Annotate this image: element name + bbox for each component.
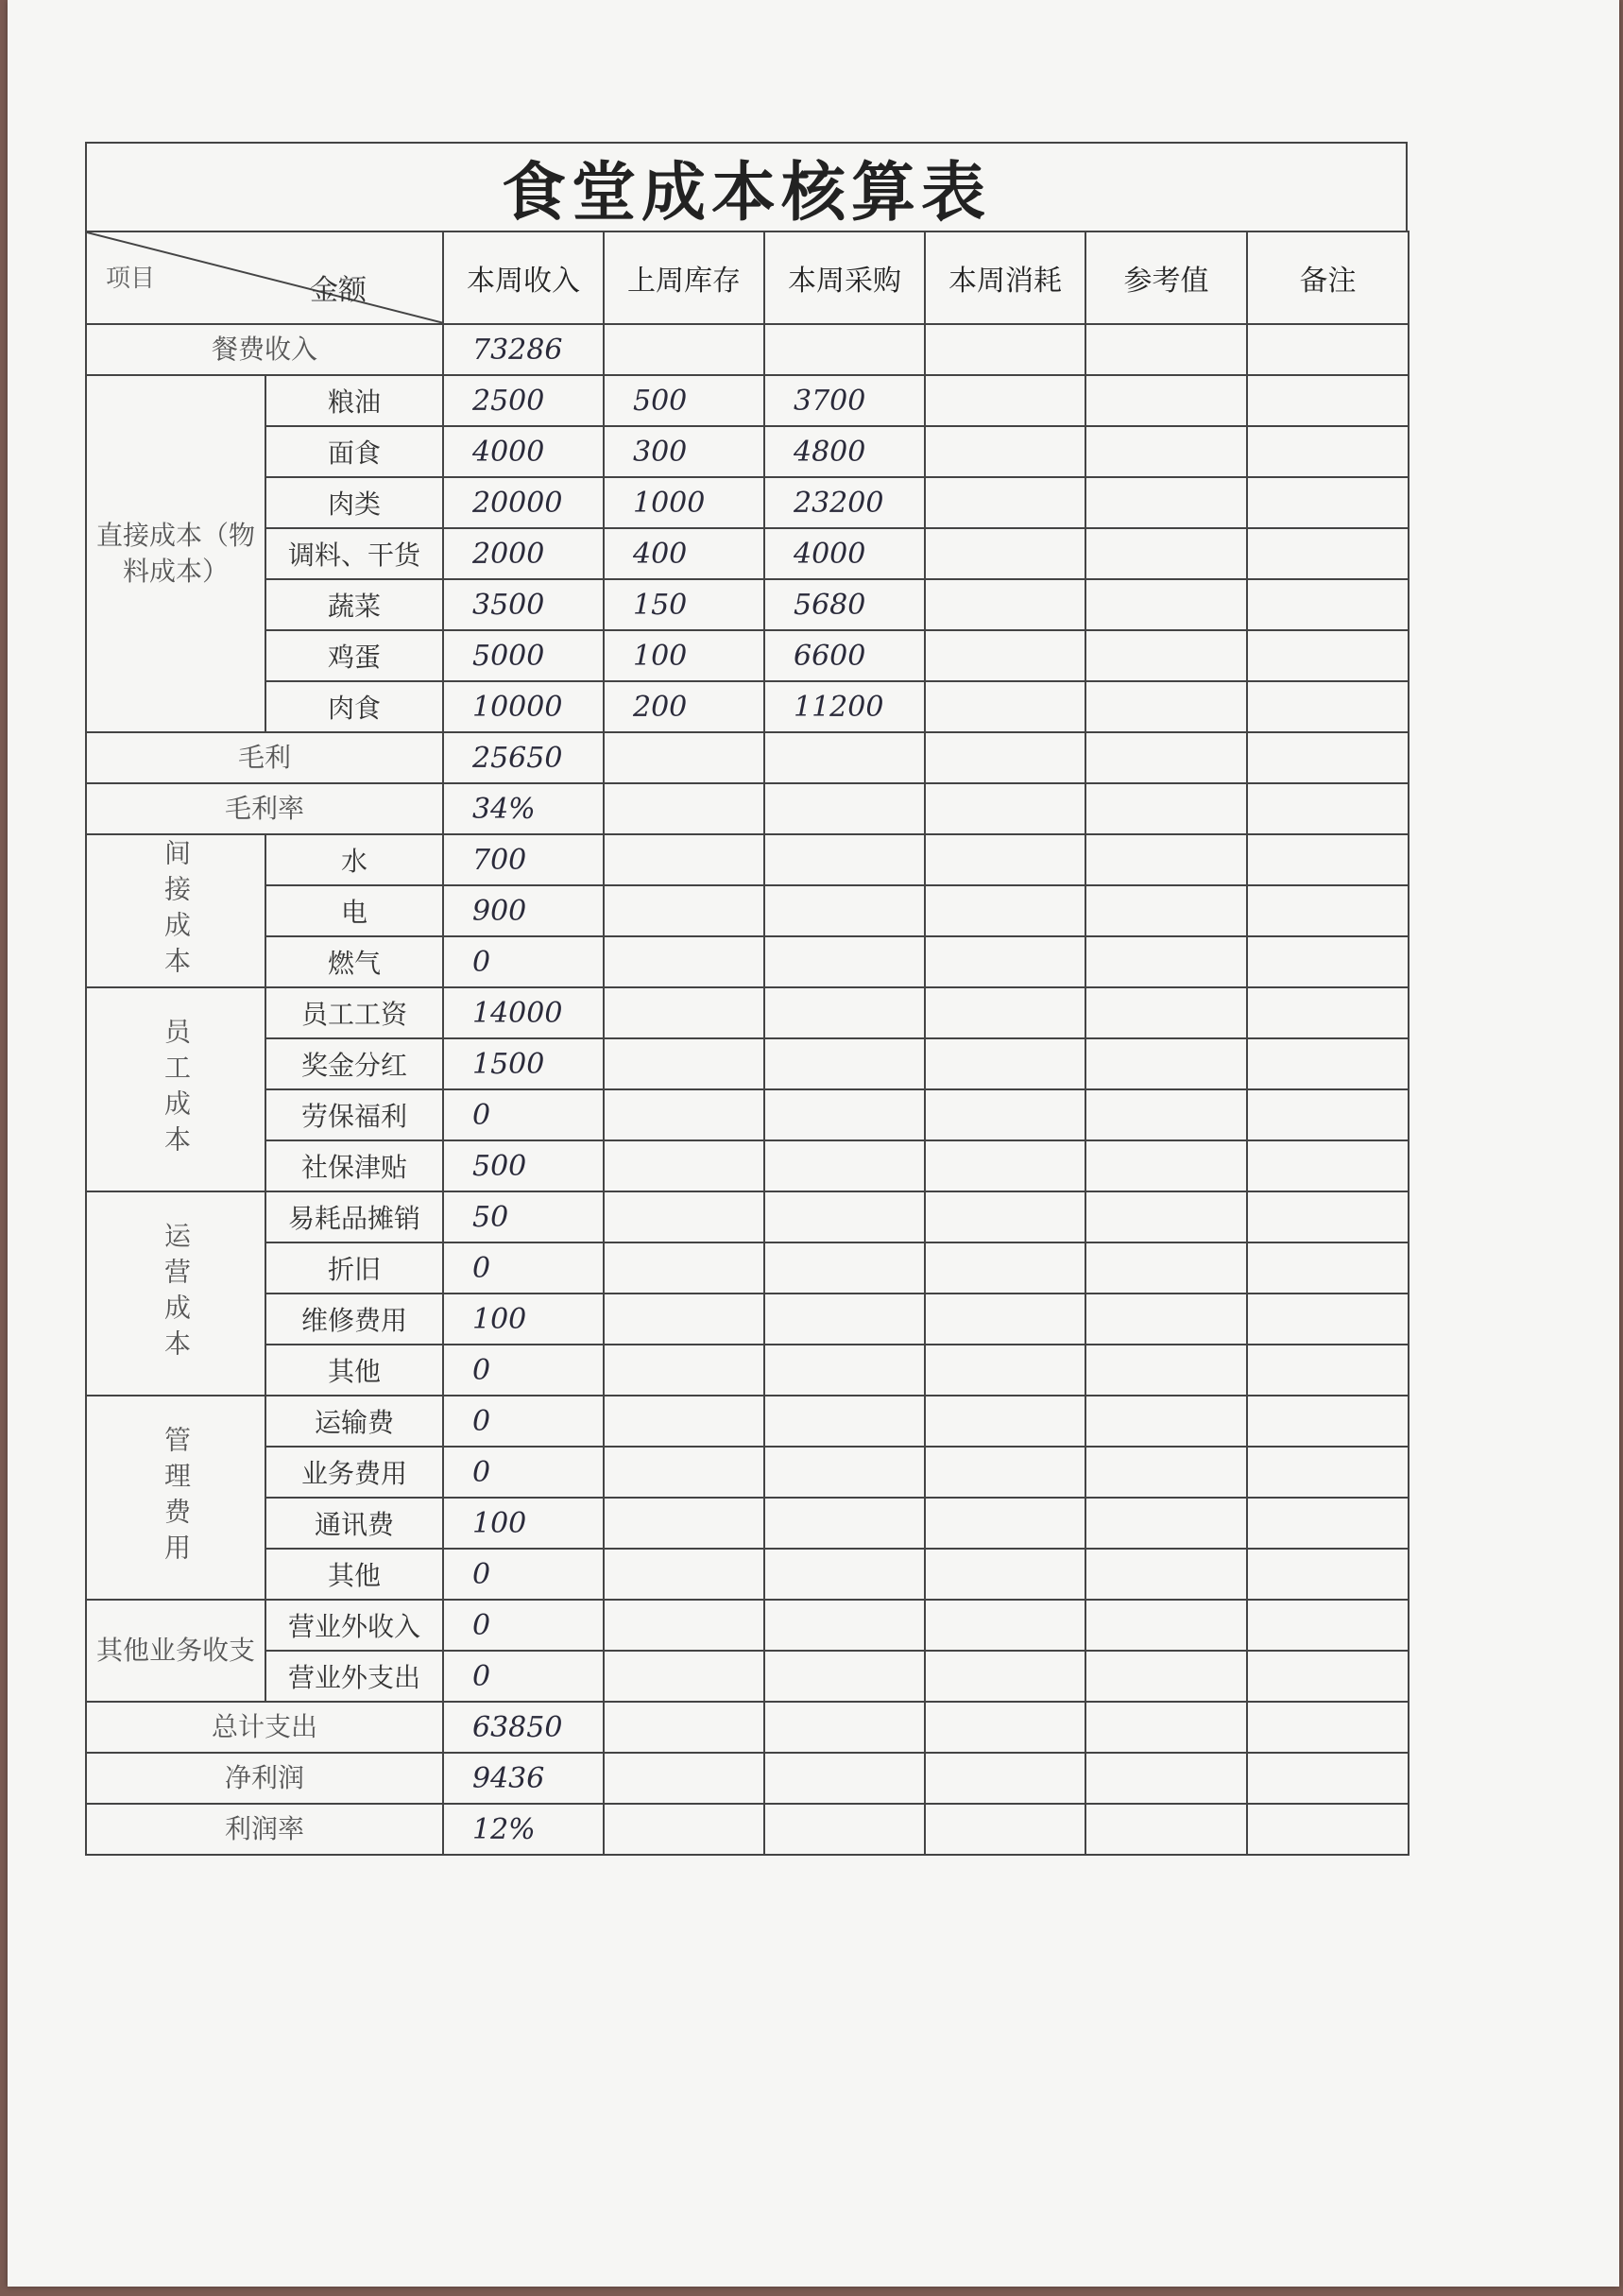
empty-cell	[1085, 1651, 1247, 1702]
empty-cell	[1085, 1191, 1247, 1242]
empty-cell	[764, 732, 925, 783]
empty-cell	[925, 426, 1085, 477]
income-value: 0	[443, 1345, 604, 1396]
gross-profit-value: 25650	[443, 732, 604, 783]
income-value: 0	[443, 1651, 604, 1702]
empty-cell	[925, 1140, 1085, 1191]
empty-cell	[925, 1600, 1085, 1651]
row-label: 营业外收入	[265, 1600, 443, 1651]
empty-cell	[604, 1345, 764, 1396]
empty-cell	[1085, 1294, 1247, 1345]
empty-cell	[1247, 987, 1409, 1038]
gross-margin-label: 毛利率	[86, 783, 443, 834]
income-value: 3500	[443, 579, 604, 630]
empty-cell	[764, 1191, 925, 1242]
income-value: 500	[443, 1140, 604, 1191]
empty-cell	[604, 1396, 764, 1447]
row-label: 劳保福利	[265, 1089, 443, 1140]
column-header-purchase: 本周采购	[764, 231, 925, 324]
empty-cell	[1247, 477, 1409, 528]
empty-cell	[764, 885, 925, 936]
income-value: 0	[443, 1600, 604, 1651]
table-row	[86, 1038, 1409, 1089]
empty-cell	[764, 783, 925, 834]
empty-cell	[925, 783, 1085, 834]
empty-cell	[764, 324, 925, 375]
row-label: 奖金分红	[265, 1038, 443, 1089]
stock-value: 300	[604, 426, 764, 477]
row-label: 业务费用	[265, 1447, 443, 1498]
empty-cell	[925, 1038, 1085, 1089]
empty-cell	[604, 1753, 764, 1804]
row-label: 其他	[265, 1549, 443, 1600]
row-label: 面食	[265, 426, 443, 477]
row-label: 调料、干货	[265, 528, 443, 579]
empty-cell	[764, 1702, 925, 1753]
empty-cell	[1247, 1549, 1409, 1600]
table-row	[86, 885, 1409, 936]
empty-cell	[925, 1702, 1085, 1753]
empty-cell	[925, 834, 1085, 885]
table-row	[86, 936, 1409, 987]
empty-cell	[1085, 1498, 1247, 1549]
empty-cell	[1247, 732, 1409, 783]
empty-cell	[1247, 579, 1409, 630]
empty-cell	[925, 1447, 1085, 1498]
cost-form	[85, 142, 1408, 1856]
empty-cell	[1247, 1498, 1409, 1549]
empty-cell	[1247, 324, 1409, 375]
empty-cell	[764, 1447, 925, 1498]
empty-cell	[925, 1396, 1085, 1447]
net-profit-value: 9436	[443, 1753, 604, 1804]
empty-cell	[925, 732, 1085, 783]
total-expense-value: 63850	[443, 1702, 604, 1753]
empty-cell	[764, 1140, 925, 1191]
row-label: 电	[265, 885, 443, 936]
income-value: 5000	[443, 630, 604, 681]
indirect-cost-group-label: 间接成本	[86, 834, 265, 987]
empty-cell	[604, 885, 764, 936]
income-value: 100	[443, 1294, 604, 1345]
empty-cell	[1085, 324, 1247, 375]
empty-cell	[1085, 1396, 1247, 1447]
income-value: 2000	[443, 528, 604, 579]
income-value: 50	[443, 1191, 604, 1242]
column-header-remarks: 备注	[1247, 231, 1409, 324]
empty-cell	[604, 324, 764, 375]
income-value: 1500	[443, 1038, 604, 1089]
empty-cell	[1085, 630, 1247, 681]
empty-cell	[1247, 1191, 1409, 1242]
table-row	[86, 528, 1409, 579]
empty-cell	[604, 1089, 764, 1140]
column-header-reference: 参考值	[1085, 231, 1247, 324]
table-row	[86, 1447, 1409, 1498]
purchase-value: 11200	[764, 681, 925, 732]
empty-cell	[1085, 834, 1247, 885]
empty-cell	[764, 1089, 925, 1140]
empty-cell	[925, 987, 1085, 1038]
empty-cell	[764, 1651, 925, 1702]
empty-cell	[1085, 732, 1247, 783]
table-row	[86, 426, 1409, 477]
empty-cell	[604, 1038, 764, 1089]
empty-cell	[1247, 528, 1409, 579]
operating-cost-group-label: 运营成本	[86, 1191, 265, 1396]
empty-cell	[925, 936, 1085, 987]
purchase-value: 4800	[764, 426, 925, 477]
table-row	[86, 1498, 1409, 1549]
empty-cell	[1085, 426, 1247, 477]
empty-cell	[925, 681, 1085, 732]
row-label: 蔬菜	[265, 579, 443, 630]
row-label: 营业外支出	[265, 1651, 443, 1702]
table-row	[86, 1600, 1409, 1651]
empty-cell	[604, 1702, 764, 1753]
row-label: 其他	[265, 1345, 443, 1396]
empty-cell	[1085, 987, 1247, 1038]
empty-cell	[764, 1549, 925, 1600]
empty-cell	[604, 783, 764, 834]
table-row	[86, 1089, 1409, 1140]
empty-cell	[764, 1600, 925, 1651]
column-header-income: 本周收入	[443, 231, 604, 324]
empty-cell	[604, 1140, 764, 1191]
income-value: 20000	[443, 477, 604, 528]
empty-cell	[1247, 1345, 1409, 1396]
income-value: 0	[443, 1242, 604, 1294]
empty-cell	[1247, 1089, 1409, 1140]
empty-cell	[1247, 834, 1409, 885]
income-value: 0	[443, 1549, 604, 1600]
empty-cell	[925, 1191, 1085, 1242]
empty-cell	[1247, 630, 1409, 681]
empty-cell	[1085, 1242, 1247, 1294]
empty-cell	[604, 1498, 764, 1549]
table-row	[86, 1702, 1409, 1753]
table-row	[86, 630, 1409, 681]
empty-cell	[1247, 1294, 1409, 1345]
empty-cell	[1085, 477, 1247, 528]
table-row	[86, 1140, 1409, 1191]
table-row	[86, 681, 1409, 732]
empty-cell	[764, 987, 925, 1038]
empty-cell	[1085, 1089, 1247, 1140]
income-value: 10000	[443, 681, 604, 732]
empty-cell	[764, 936, 925, 987]
empty-cell	[604, 1804, 764, 1855]
meal-income-label: 餐费收入	[86, 324, 443, 375]
stock-value: 1000	[604, 477, 764, 528]
empty-cell	[604, 987, 764, 1038]
table-row	[86, 732, 1409, 783]
total-expense-label: 总计支出	[86, 1702, 443, 1753]
empty-cell	[604, 936, 764, 987]
table-row	[86, 783, 1409, 834]
empty-cell	[925, 885, 1085, 936]
staff-cost-group-label: 员工成本	[86, 987, 265, 1191]
empty-cell	[1247, 1242, 1409, 1294]
empty-cell	[764, 1396, 925, 1447]
table-row	[86, 375, 1409, 426]
purchase-value: 6600	[764, 630, 925, 681]
empty-cell	[1085, 1447, 1247, 1498]
empty-cell	[925, 1345, 1085, 1396]
empty-cell	[1247, 1140, 1409, 1191]
empty-cell	[1085, 1345, 1247, 1396]
empty-cell	[1085, 885, 1247, 936]
table-row	[86, 1191, 1409, 1242]
income-value: 0	[443, 1089, 604, 1140]
empty-cell	[1085, 1753, 1247, 1804]
table-row	[86, 834, 1409, 885]
empty-cell	[1247, 1753, 1409, 1804]
table-row	[86, 1651, 1409, 1702]
admin-cost-group-label: 管理费用	[86, 1396, 265, 1600]
empty-cell	[604, 1651, 764, 1702]
row-label: 易耗品摊销	[265, 1191, 443, 1242]
row-label: 员工工资	[265, 987, 443, 1038]
header-row	[86, 231, 1409, 324]
gross-margin-value: 34%	[443, 783, 604, 834]
row-label: 社保津贴	[265, 1140, 443, 1191]
corner-header-cell	[86, 231, 443, 324]
income-value: 100	[443, 1498, 604, 1549]
empty-cell	[925, 1549, 1085, 1600]
income-value: 700	[443, 834, 604, 885]
gross-profit-label: 毛利	[86, 732, 443, 783]
empty-cell	[1247, 1396, 1409, 1447]
empty-cell	[925, 324, 1085, 375]
table-row	[86, 1242, 1409, 1294]
empty-cell	[1085, 1804, 1247, 1855]
other-business-group-label: 其他业务收支	[86, 1600, 265, 1702]
empty-cell	[925, 375, 1085, 426]
row-label: 鸡蛋	[265, 630, 443, 681]
empty-cell	[764, 834, 925, 885]
empty-cell	[925, 579, 1085, 630]
empty-cell	[1247, 783, 1409, 834]
row-label: 燃气	[265, 936, 443, 987]
row-label: 运输费	[265, 1396, 443, 1447]
stock-value: 200	[604, 681, 764, 732]
row-label: 肉食	[265, 681, 443, 732]
empty-cell	[1247, 936, 1409, 987]
empty-cell	[1085, 783, 1247, 834]
stock-value: 400	[604, 528, 764, 579]
row-label: 粮油	[265, 375, 443, 426]
stock-value: 100	[604, 630, 764, 681]
table-row	[86, 1294, 1409, 1345]
empty-cell	[925, 1753, 1085, 1804]
empty-cell	[925, 1498, 1085, 1549]
row-label: 维修费用	[265, 1294, 443, 1345]
empty-cell	[1085, 528, 1247, 579]
column-header-consumption: 本周消耗	[925, 231, 1085, 324]
empty-cell	[604, 1191, 764, 1242]
table-row	[86, 324, 1409, 375]
purchase-value: 4000	[764, 528, 925, 579]
column-header-stock: 上周库存	[604, 231, 764, 324]
table-row	[86, 1549, 1409, 1600]
empty-cell	[604, 1294, 764, 1345]
row-label: 通讯费	[265, 1498, 443, 1549]
empty-cell	[1247, 885, 1409, 936]
empty-cell	[764, 1804, 925, 1855]
empty-cell	[604, 1600, 764, 1651]
empty-cell	[925, 1294, 1085, 1345]
profit-rate-value: 12%	[443, 1804, 604, 1855]
empty-cell	[764, 1753, 925, 1804]
empty-cell	[1085, 1038, 1247, 1089]
corner-amount-label: 金额	[310, 274, 367, 307]
empty-cell	[604, 1549, 764, 1600]
empty-cell	[925, 1804, 1085, 1855]
empty-cell	[1085, 579, 1247, 630]
income-value: 0	[443, 1447, 604, 1498]
empty-cell	[1247, 426, 1409, 477]
empty-cell	[764, 1242, 925, 1294]
table-row	[86, 987, 1409, 1038]
income-value: 2500	[443, 375, 604, 426]
empty-cell	[604, 1447, 764, 1498]
empty-cell	[764, 1345, 925, 1396]
row-label: 肉类	[265, 477, 443, 528]
row-label: 折旧	[265, 1242, 443, 1294]
empty-cell	[925, 630, 1085, 681]
empty-cell	[764, 1038, 925, 1089]
meal-income-value: 73286	[443, 324, 604, 375]
empty-cell	[1085, 1702, 1247, 1753]
empty-cell	[1247, 1038, 1409, 1089]
empty-cell	[604, 732, 764, 783]
empty-cell	[1247, 375, 1409, 426]
empty-cell	[1247, 1804, 1409, 1855]
empty-cell	[1085, 936, 1247, 987]
empty-cell	[925, 528, 1085, 579]
empty-cell	[925, 1242, 1085, 1294]
purchase-value: 5680	[764, 579, 925, 630]
income-value: 4000	[443, 426, 604, 477]
table-row	[86, 477, 1409, 528]
row-label: 水	[265, 834, 443, 885]
stock-value: 150	[604, 579, 764, 630]
profit-rate-label: 利润率	[86, 1804, 443, 1855]
cost-table	[85, 231, 1409, 1856]
stock-value: 500	[604, 375, 764, 426]
table-row	[86, 1345, 1409, 1396]
empty-cell	[764, 1498, 925, 1549]
empty-cell	[1085, 681, 1247, 732]
direct-cost-group-label: 直接成本（物料成本）	[86, 375, 265, 732]
empty-cell	[1247, 1651, 1409, 1702]
empty-cell	[925, 1089, 1085, 1140]
empty-cell	[1085, 375, 1247, 426]
empty-cell	[925, 1651, 1085, 1702]
table-row	[86, 1804, 1409, 1855]
form-title: 食堂成本核算表	[85, 142, 1408, 231]
income-value: 0	[443, 1396, 604, 1447]
income-value: 0	[443, 936, 604, 987]
empty-cell	[1085, 1140, 1247, 1191]
empty-cell	[1247, 1600, 1409, 1651]
income-value: 900	[443, 885, 604, 936]
purchase-value: 3700	[764, 375, 925, 426]
empty-cell	[925, 477, 1085, 528]
empty-cell	[1247, 1702, 1409, 1753]
table-row	[86, 579, 1409, 630]
empty-cell	[764, 1294, 925, 1345]
net-profit-label: 净利润	[86, 1753, 443, 1804]
empty-cell	[604, 1242, 764, 1294]
purchase-value: 23200	[764, 477, 925, 528]
empty-cell	[1247, 681, 1409, 732]
corner-item-label: 项目	[106, 265, 156, 293]
table-row	[86, 1753, 1409, 1804]
empty-cell	[1247, 1447, 1409, 1498]
paper-sheet	[8, 0, 1619, 2287]
income-value: 14000	[443, 987, 604, 1038]
empty-cell	[1085, 1549, 1247, 1600]
table-row	[86, 1396, 1409, 1447]
empty-cell	[1085, 1600, 1247, 1651]
empty-cell	[604, 834, 764, 885]
